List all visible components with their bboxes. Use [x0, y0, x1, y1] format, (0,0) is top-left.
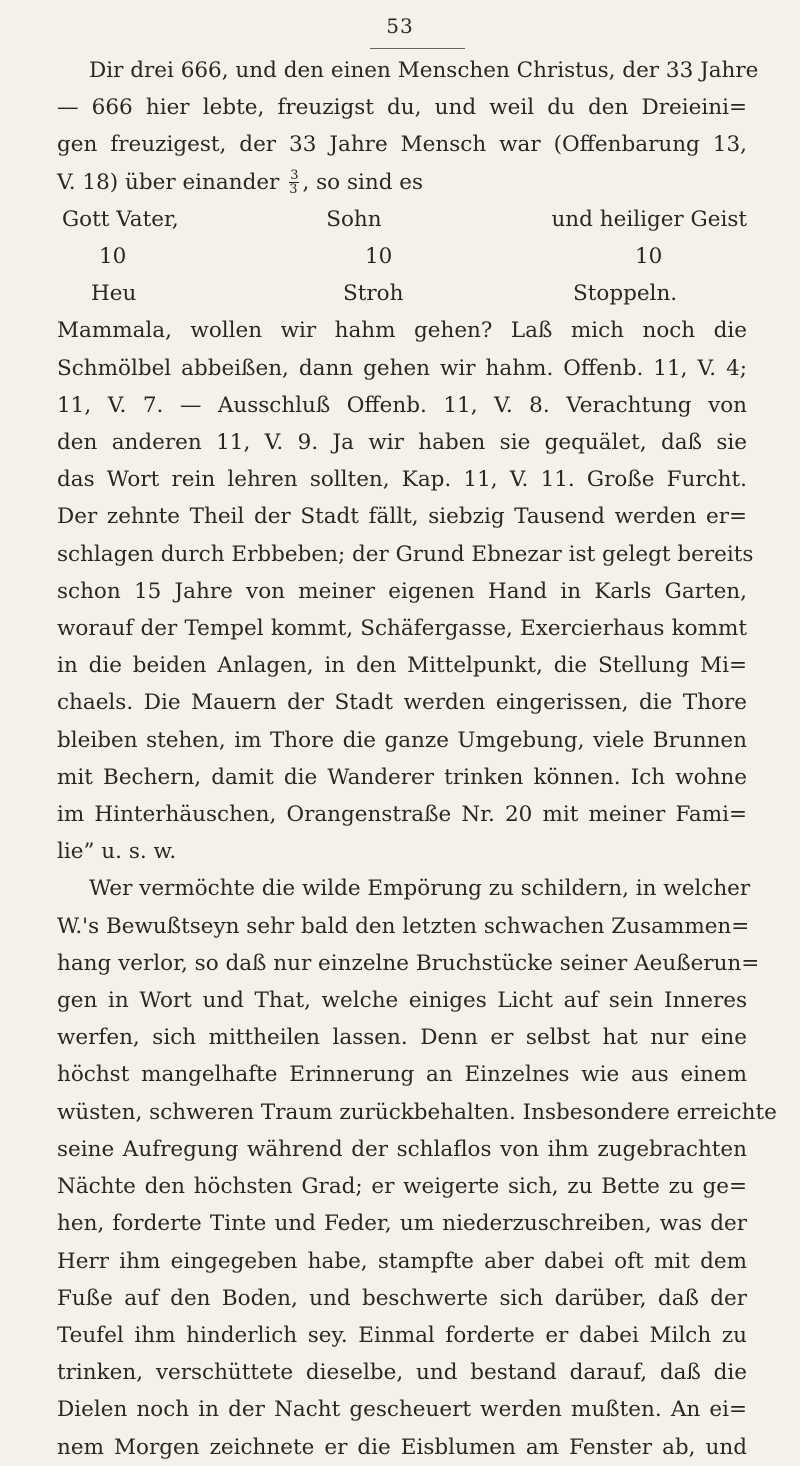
text-line: bleiben stehen, im Thore die ganze Umgebung, viele Brunnen [57, 727, 747, 753]
paragraph-1 [57, 52, 759, 201]
trinity-number: 10 [635, 244, 663, 270]
text-line: trinken, verschüttete dieselbe, und bestand darauf, daß die [57, 1360, 747, 1386]
text-line: 11, V. 7. — Ausschluß Offenb. 11, V. 8. Verachtung von [57, 392, 747, 418]
text-line: Fuße auf den Boden, und beschwerte sich darüber, daß der [57, 1285, 747, 1311]
text-line: im Hinterhäuschen, Orangenstraße Nr. 20 mit meiner Fami= [57, 802, 747, 828]
text-line: chaels. Die Mauern der Stadt werden eingerissen, die Thore [57, 690, 747, 716]
text-line: Herr ihm eingegeben habe, stampfte aber dabei oft mit dem [57, 1248, 747, 1274]
text-line: den anderen 11, V. 9. Ja wir haben sie gequälet, daß sie [57, 430, 747, 456]
text-line: gen in Wort und That, welche einiges Licht auf sein Inneres [57, 988, 747, 1014]
text-line: gen freuzigest, der 33 Jahre Mensch war (Offenbarung 13, [57, 132, 747, 158]
text-line: das Wort rein lehren sollten, Kap. 11, V. 11. Große Furcht. [57, 467, 747, 493]
text-fragment: , so sind es [302, 169, 424, 195]
trinity-names-row [57, 201, 747, 238]
text-line: Schmölbel abbeißen, dann gehen wir hahm. Offenb. 11, V. 4; [57, 355, 747, 381]
fraction-denominator: 3 [289, 182, 298, 198]
text-line: werfen, sich mittheilen lassen. Denn er selbst hat nur eine [57, 1025, 747, 1051]
text-line: — 666 hier lebte, freuzigst du, und weil du den Dreieini= [57, 95, 747, 121]
text-line: Dielen noch in der Nacht gescheuert werden mußten. An ei= [57, 1397, 747, 1423]
text-line: Der zehnte Theil der Stadt fällt, siebzig Tausend werden er= [57, 504, 747, 530]
text-line: Dir drei 666, und den einen Menschen Christus, der 33 Jahre [89, 58, 759, 83]
trinity-number: 10 [365, 244, 393, 270]
text-line: nem Morgen zeichnete er die Eisblumen am Fenster ab, und [57, 1434, 747, 1460]
trinity-item: Heu [91, 281, 137, 307]
trinity-name: Sohn [326, 206, 382, 232]
text-line: in die beiden Anlagen, in den Mittelpunkt, die Stellung Mi= [57, 653, 747, 679]
trinity-items-row [57, 275, 747, 312]
trinity-item: Stoppeln. [573, 281, 678, 307]
trinity-number: 10 [99, 244, 127, 270]
text-line: W.'s Bewußtseyn sehr bald den letzten schwachen Zusammen= [57, 913, 750, 939]
trinity-numbers-row [57, 238, 747, 275]
text-line: hang verlor, so daß nur einzelne Bruchstücke seiner Aeußerun= [57, 950, 760, 976]
text-line: Mammala, wollen wir hahm gehen? Laß mich noch die [57, 318, 747, 344]
page-number: 53 [386, 14, 414, 38]
trinity-table [57, 201, 747, 313]
text-line-with-fraction [57, 164, 747, 201]
text-line: höchst mangelhafte Erinnerung an Einzelnes wie aus einem [57, 1062, 747, 1088]
text-line: wüsten, schweren Traum zurückbehalten. Insbesondere erreichte [57, 1099, 777, 1125]
page-body [57, 52, 777, 1466]
paragraph-3 [57, 870, 777, 1465]
text-line: schon 15 Jahre von meiner eigenen Hand in Karls Garten, [57, 578, 747, 604]
text-fragment: V. 18) über einander [57, 169, 280, 195]
text-line: hen, forderte Tinte und Feder, um niederzuschreiben, was der [57, 1211, 747, 1237]
text-line: lie” u. s. w. [57, 839, 177, 865]
trinity-name: Gott Vater, [62, 206, 179, 232]
text-line: seine Aufregung während der schlaflos von ihm zugebrachten [57, 1136, 747, 1162]
fraction [289, 169, 299, 196]
text-line: Nächte den höchsten Grad; er weigerte sich, zu Bette zu ge= [57, 1174, 747, 1200]
paragraph-2 [57, 312, 754, 870]
text-line: mit Bechern, damit die Wanderer trinken können. Ich wohne [57, 764, 747, 790]
text-line: Teufel ihm hinderlich sey. Einmal forderte er dabei Milch zu [57, 1322, 747, 1348]
header-rule [370, 48, 465, 49]
text-line: Wer vermöchte die wilde Empörung zu schildern, in welcher [89, 876, 751, 902]
text-line: worauf der Tempel kommt, Schäfergasse, Exercierhaus kommt [57, 616, 747, 642]
text-line: schlagen durch Erbbeben; der Grund Ebnezar ist gelegt bereits [57, 541, 754, 567]
trinity-name: und heiliger Geist [551, 206, 747, 232]
fraction-numerator: 3 [290, 168, 299, 184]
trinity-item: Stroh [343, 281, 404, 307]
